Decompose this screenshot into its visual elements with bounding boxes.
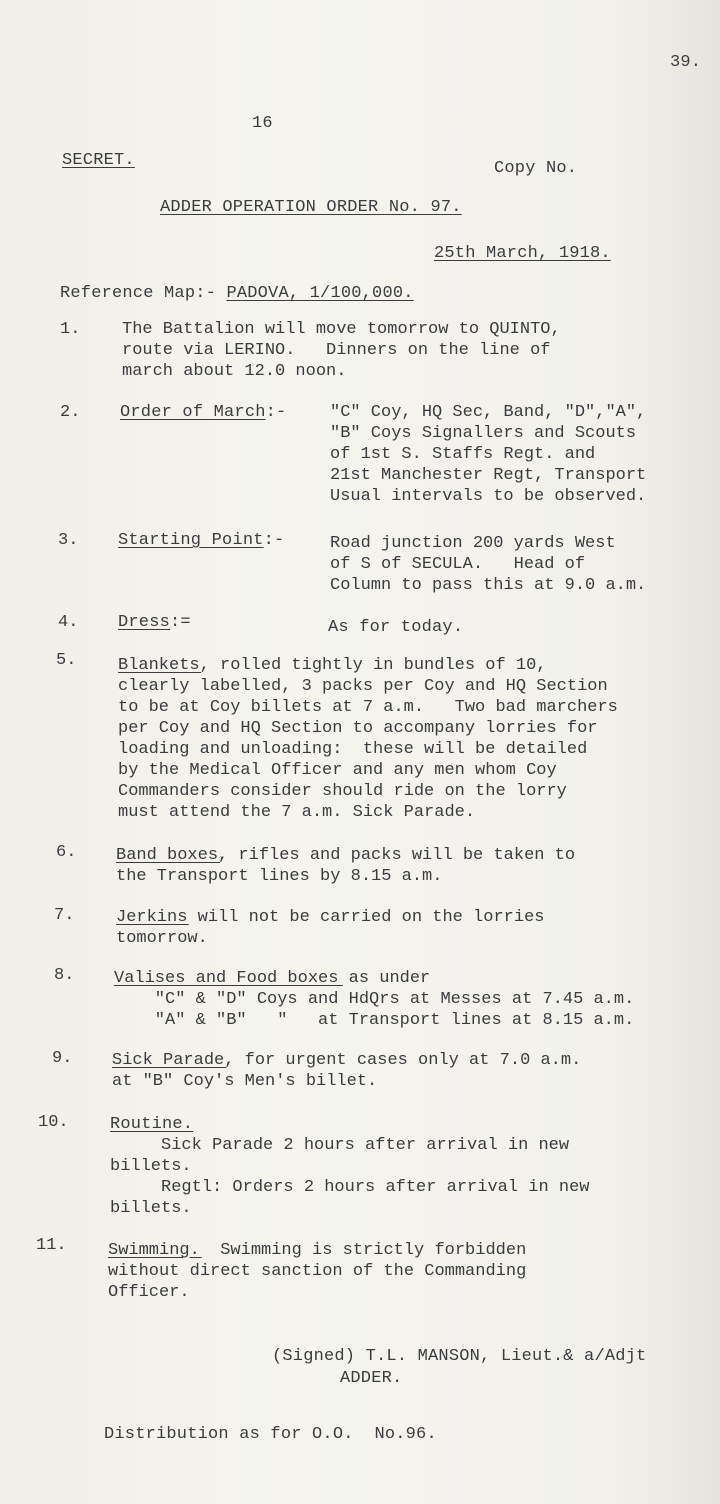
signature-unit: ADDER. (340, 1369, 403, 1388)
para-7-number: 7. (54, 906, 75, 925)
para-3-text: Road junction 200 yards West of S of SECULA. Head of Column to pass this at 9.0 a.m. (330, 534, 647, 595)
copy-no: Copy No. (494, 159, 578, 178)
para-10-heading: Routine. (110, 1115, 194, 1134)
page-number: 39. (670, 53, 702, 72)
para-11-number: 11. (36, 1236, 67, 1255)
para-4-text: As for today. (328, 618, 464, 637)
distribution: Distribution as for O.O. No.96. (104, 1425, 437, 1444)
classification: SECRET. (62, 151, 135, 170)
para-2-number: 2. (60, 403, 81, 422)
order-title: ADDER OPERATION ORDER No. 97. (160, 198, 462, 217)
para-6-text: Band boxes, rifles and packs will be taken to the Transport lines by 8.15 a.m. (116, 846, 576, 886)
para-1-text: The Battalion will move tomorrow to QUINTO, route via LERINO. Dinners on the line of march about 12.0 noon. (122, 320, 561, 381)
para-11-text: Swimming. Swimming is strictly forbidden without direct sanction of the Commanding Officer. (108, 1241, 527, 1302)
para-5-number: 5. (56, 651, 77, 670)
para-5-text: Blankets, rolled tightly in bundles of 10, clearly labelled, 3 packs per Coy and HQ Section to be at Coy billets at 7 a.m. Two bad marchers per Coy and HQ Section to accompany lorries for loading and unloading: these will be detailed by the Medical Officer and any men whom Coy Commanders consider should ride on the lorry must attend the 7 a.m. Sick Parade. (118, 656, 618, 822)
para-9-number: 9. (52, 1049, 73, 1068)
para-4-heading: Dress:= (118, 613, 191, 632)
para-3-number: 3. (58, 531, 79, 550)
para-10-text: Sick Parade 2 hours after arrival in new billets. Regtl: Orders 2 hours after arrival in new billets. (110, 1136, 590, 1218)
para-7-text: Jerkins will not be carried on the lorries tomorrow. (116, 908, 545, 948)
para-2-text: "C" Coy, HQ Sec, Band, "D","A", "B" Coys Signallers and Scouts of 1st S. Staffs Regt. and 21st Manchester Regt, Transport Usual intervals to be observed. (330, 403, 647, 506)
para-8-number: 8. (54, 966, 75, 985)
reference-map: Reference Map:- PADOVA, 1/100,000. (60, 284, 414, 303)
folio-number: 16 (252, 114, 273, 133)
para-2-heading: Order of March:- (120, 403, 287, 422)
para-8-text: Valises and Food boxes as under "C" & "D" Coys and HdQrs at Messes at 7.45 a.m. "A" & "B" " at Transport lines at 8.15 a.m. (114, 969, 635, 1030)
order-date: 25th March, 1918. (434, 244, 611, 263)
para-9-text: Sick Parade, for urgent cases only at 7.0 a.m. at "B" Coy's Men's billet. (112, 1051, 582, 1091)
para-1-number: 1. (60, 320, 81, 339)
para-4-number: 4. (58, 613, 79, 632)
signature-line: (Signed) T.L. MANSON, Lieut.& a/Adjt (272, 1347, 647, 1366)
para-6-number: 6. (56, 843, 77, 862)
para-10-number: 10. (38, 1113, 69, 1132)
para-3-heading: Starting Point:- (118, 531, 285, 550)
